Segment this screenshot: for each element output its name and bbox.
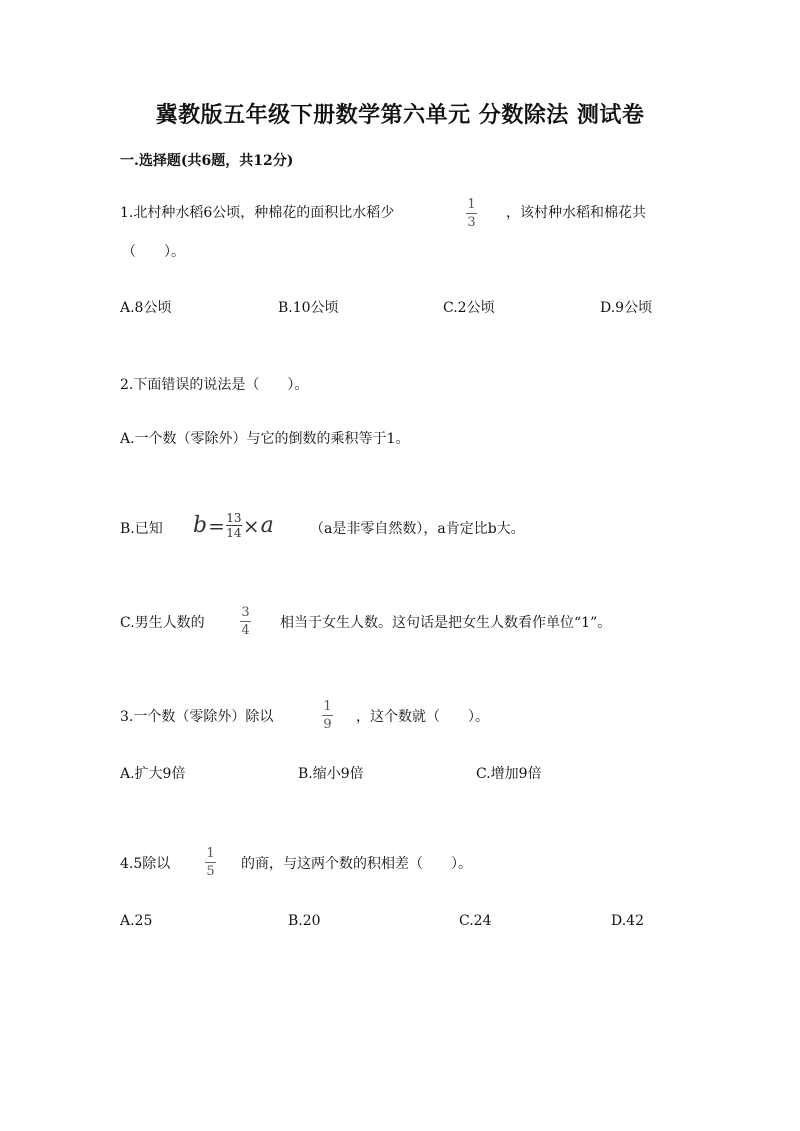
question-3-text: 3.一个数（零除外）除以 xyxy=(120,709,274,725)
formula-b-equals-fraction-times-a xyxy=(193,512,274,539)
question-1-option-d[interactable]: D.9公顷 xyxy=(600,300,653,316)
fraction-denominator: 3 xyxy=(467,215,476,230)
fraction-numerator: 1 xyxy=(206,846,215,861)
question-4-text: 4.5除以 xyxy=(120,856,171,872)
question-1-blank: （ ）。 xyxy=(122,244,185,260)
fraction-numerator: 1 xyxy=(467,197,476,212)
fraction-numerator: 3 xyxy=(241,605,250,620)
formula-denominator: 14 xyxy=(226,526,242,540)
fraction-denominator: 4 xyxy=(241,623,250,638)
fraction-numerator: 1 xyxy=(323,699,332,714)
section-heading: 一.选择题(共6题，共12分) xyxy=(120,153,294,169)
fraction-bar xyxy=(466,213,477,214)
fraction-denominator: 9 xyxy=(323,717,332,732)
question-4-fraction xyxy=(205,847,216,878)
fraction-bar xyxy=(205,862,216,863)
question-4-option-a[interactable]: A.25 xyxy=(120,913,153,929)
question-1-fraction xyxy=(466,198,477,229)
question-2-option-c-suffix: 相当于女生人数。这句话是把女生人数看作单位“1”。 xyxy=(280,615,612,631)
question-1-option-b[interactable]: B.10公顷 xyxy=(278,300,339,316)
question-4-text-cont: 的商，与这两个数的积相差（ ）。 xyxy=(241,856,472,872)
question-4-option-b[interactable]: B.20 xyxy=(288,913,321,929)
question-2-option-c-prefix[interactable]: C.男生人数的 xyxy=(120,615,205,631)
formula-lhs: b xyxy=(193,513,208,538)
question-2-option-b-suffix: （a是非零自然数），a肯定比b大。 xyxy=(310,521,525,537)
question-4-option-c[interactable]: C.24 xyxy=(459,913,492,929)
fraction-bar xyxy=(322,715,333,716)
question-3-option-a[interactable]: A.扩大9倍 xyxy=(120,766,186,782)
fraction-denominator: 5 xyxy=(206,864,215,879)
fraction-bar xyxy=(240,621,251,622)
question-4-option-d[interactable]: D.42 xyxy=(611,913,644,929)
question-1-option-c[interactable]: C.2公顷 xyxy=(443,300,495,316)
question-3-option-b[interactable]: B.缩小9倍 xyxy=(298,766,364,782)
question-3-option-c[interactable]: C.增加9倍 xyxy=(476,766,542,782)
question-2-text: 2.下面错误的说法是（ ）。 xyxy=(120,377,309,393)
formula-times: × xyxy=(242,513,260,538)
question-2-option-a[interactable]: A.一个数（零除外）与它的倒数的乘积等于1。 xyxy=(120,431,410,447)
question-3-fraction xyxy=(322,700,333,731)
question-1-option-a[interactable]: A.8公顷 xyxy=(120,300,172,316)
question-1-text: 1.北村种水稻6公顷，种棉花的面积比水稻少 xyxy=(120,205,395,221)
question-3-text-cont: ，这个数就（ ）。 xyxy=(356,709,489,725)
question-2-option-b-prefix[interactable]: B.已知 xyxy=(120,521,163,537)
formula-equals: = xyxy=(208,513,225,538)
page-title: 冀教版五年级下册数学第六单元 分数除法 测试卷 xyxy=(155,102,645,128)
question-1-text-cont: ，该村种水稻和棉花共 xyxy=(506,205,646,221)
formula-rhs: a xyxy=(260,513,274,538)
question-2-option-c-fraction xyxy=(240,606,251,637)
formula-numerator: 13 xyxy=(226,511,242,525)
formula-fraction xyxy=(226,512,242,539)
